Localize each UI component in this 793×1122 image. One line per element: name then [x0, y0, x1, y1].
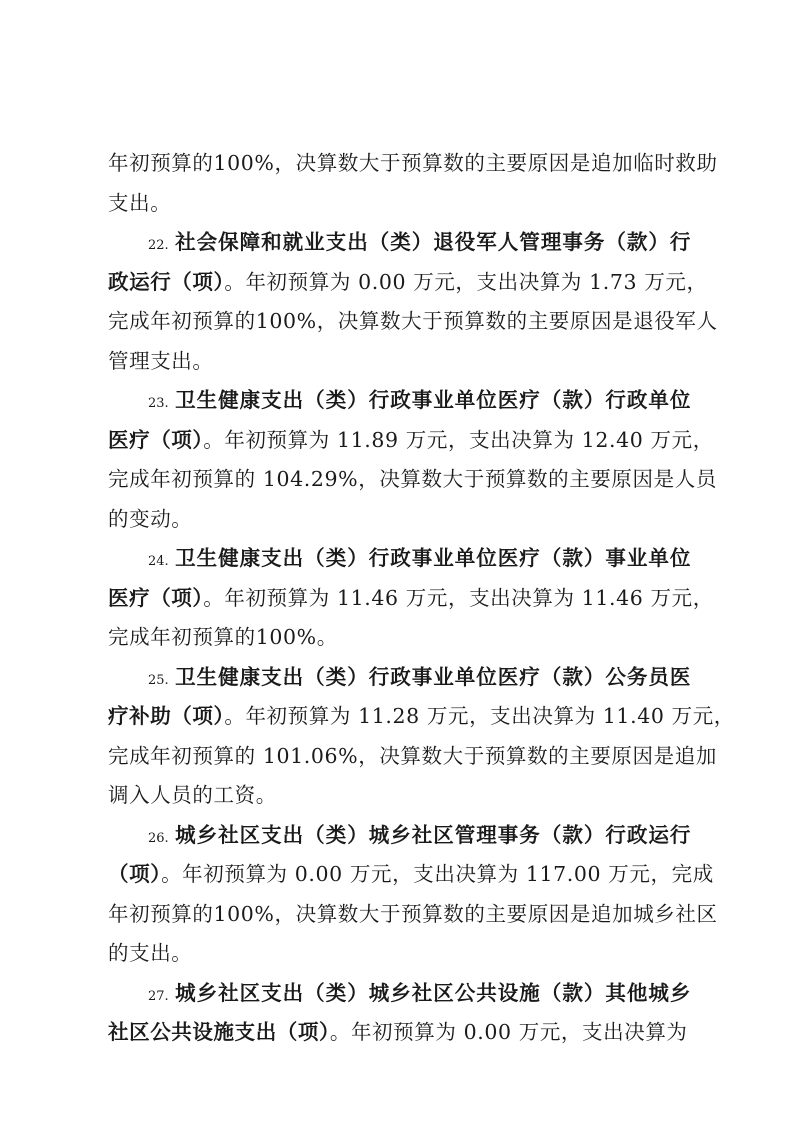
- text-line: [108, 974, 691, 1014]
- bold-heading-text: （项）: [108, 862, 162, 886]
- bold-heading-text: 医疗（项）: [108, 427, 204, 452]
- paragraph: [108, 539, 714, 658]
- body-text: 。年初预算为 11.46 万元，支出决算为 11.46 万元，: [203, 585, 714, 610]
- body-text: 。年初预算为 0.00 万元，支出决算为 117.00 万元，完成: [161, 862, 714, 886]
- body-text: 的支出。: [108, 941, 193, 965]
- body-text: 年初预算的100%，决算数大于预算数的主要原因是追加城乡社区: [108, 901, 718, 926]
- body-text: 。年初预算为 0.00 万元，支出决算为: [329, 1020, 688, 1044]
- text-line: [108, 658, 691, 698]
- bold-heading-text: 社区公共设施支出（项）: [108, 1020, 330, 1044]
- bold-heading-text: 卫生健康支出（类）行政事业单位医疗（款）公务员医: [174, 664, 691, 689]
- bold-heading-text: 城乡社区支出（类）城乡社区公共设施（款）其他城乡: [174, 980, 691, 1005]
- body-text: 调入人员的工资。: [108, 783, 277, 807]
- text-line: [108, 342, 691, 382]
- bold-heading-text: 卫生健康支出（类）行政事业单位医疗（款）行政单位: [174, 388, 691, 412]
- document-page: [108, 144, 735, 1053]
- bold-heading-text: 医疗（项）: [108, 585, 204, 610]
- bold-heading-text: 疗补助（项）: [108, 704, 225, 728]
- item-number: 25.: [148, 672, 169, 688]
- body-text: 管理支出。: [108, 348, 214, 373]
- paragraph: [108, 974, 691, 1053]
- text-line: [108, 1013, 691, 1053]
- paragraph: [108, 658, 735, 816]
- body-text: 。年初预算为 11.89 万元，支出决算为 12.40 万元，: [203, 427, 714, 452]
- text-line: [108, 460, 717, 500]
- text-line: [108, 855, 714, 895]
- text-line: [108, 934, 691, 974]
- paragraph: [108, 223, 718, 381]
- text-line: [108, 816, 691, 856]
- text-line: [108, 579, 714, 619]
- bold-heading-text: 城乡社区支出（类）城乡社区管理事务（款）行政运行: [174, 822, 691, 847]
- text-line: [108, 381, 691, 421]
- paragraph: [108, 381, 717, 539]
- text-line: [108, 184, 691, 224]
- body-text: 支出。: [108, 190, 172, 215]
- bold-heading-text: 卫生健康支出（类）行政事业单位医疗（款）事业单位: [174, 546, 691, 570]
- item-number: 22.: [148, 238, 169, 253]
- body-text: 完成年初预算的100%。: [108, 625, 338, 649]
- text-line: [108, 263, 708, 303]
- item-number: 24.: [148, 554, 169, 569]
- text-line: [108, 895, 718, 935]
- item-number: 27.: [148, 988, 169, 1004]
- text-line: [108, 539, 691, 579]
- body-text: 年初预算的100%，决算数大于预算数的主要原因是追加临时救助: [108, 151, 718, 175]
- text-line: [108, 737, 717, 777]
- bold-heading-text: 社会保障和就业支出（类）退役军人管理事务（款）行: [174, 230, 691, 254]
- item-number: 23.: [148, 396, 169, 411]
- text-line: [108, 500, 691, 540]
- item-number: 26.: [148, 830, 169, 846]
- text-line: [108, 302, 718, 342]
- paragraph: [108, 144, 718, 223]
- paragraph: [108, 816, 718, 974]
- body-text: 完成年初预算的 104.29%，决算数大于预算数的主要原因是人员: [108, 467, 717, 491]
- body-text: 完成年初预算的 101.06%，决算数大于预算数的主要原因是追加: [108, 743, 717, 768]
- text-line: [108, 697, 735, 737]
- body-text: 的变动。: [108, 506, 193, 531]
- body-text: 。年初预算为 0.00 万元，支出决算为 1.73 万元，: [224, 269, 708, 294]
- text-line: [108, 144, 718, 184]
- text-line: [108, 223, 691, 263]
- text-line: [108, 618, 691, 658]
- text-line: [108, 776, 691, 816]
- body-text: 。年初预算为 11.28 万元，支出决算为 11.40 万元，: [224, 704, 735, 728]
- bold-heading-text: 政运行（项）: [108, 269, 225, 294]
- text-line: [108, 421, 714, 461]
- body-text: 完成年初预算的100%，决算数大于预算数的主要原因是退役军人: [108, 309, 718, 333]
